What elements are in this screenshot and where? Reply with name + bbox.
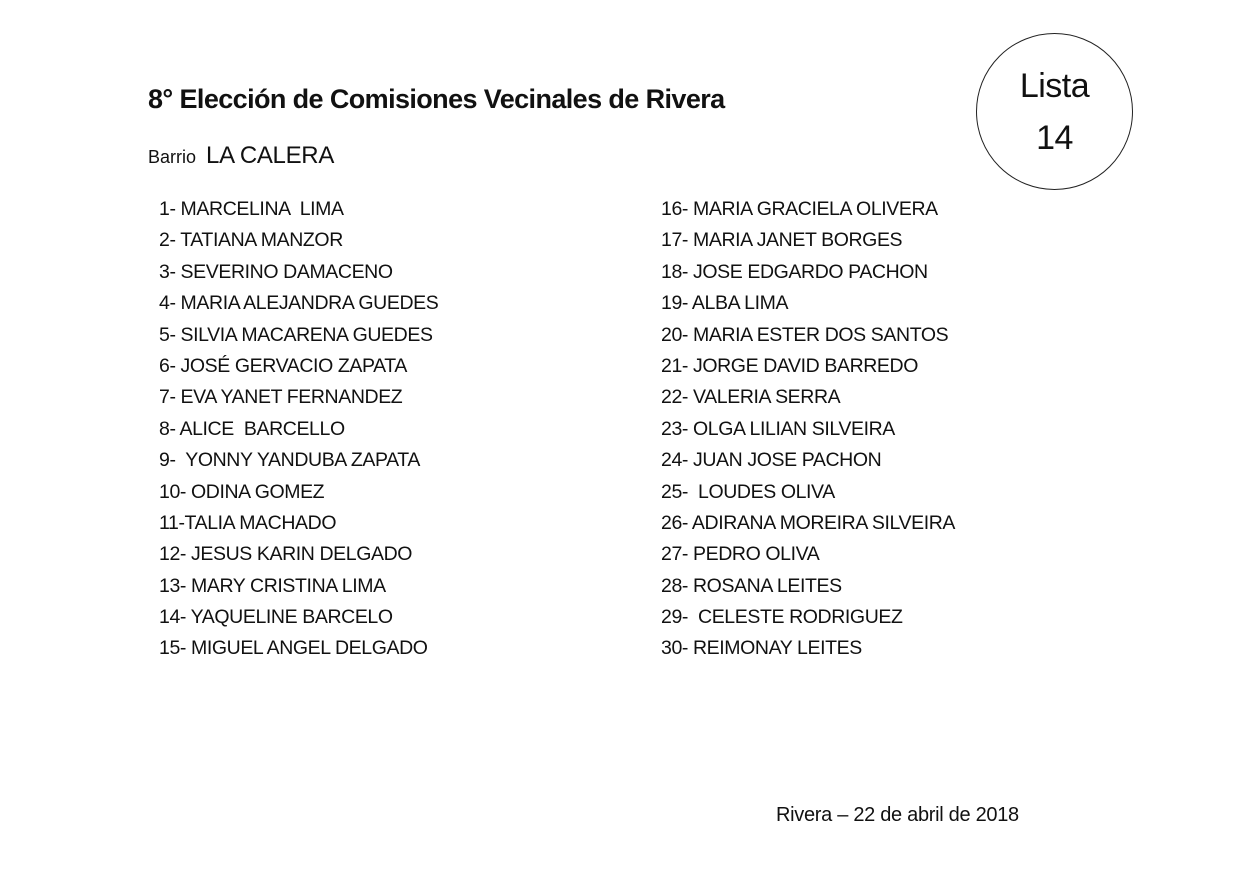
candidate-list-right <box>661 196 955 667</box>
candidate-item: 5- SILVIA MACARENA GUEDES <box>159 323 433 346</box>
candidate-item: 18- JOSE EDGARDO PACHON <box>661 260 928 283</box>
candidate-item: 30- REIMONAY LEITES <box>661 637 862 660</box>
candidate-item: 17- MARIA JANET BORGES <box>661 229 903 252</box>
candidate-item: 20- MARIA ESTER DOS SANTOS <box>661 323 949 346</box>
candidate-item: 14- YAQUELINE BARCELO <box>159 606 393 629</box>
candidate-item: 25- LOUDES OLIVA <box>661 480 835 503</box>
place-date: Rivera – 22 de abril de 2018 <box>776 804 1019 826</box>
barrio-label: Barrio <box>148 147 197 167</box>
badge-number: 14 <box>1036 118 1073 157</box>
candidate-item: 7- EVA YANET FERNANDEZ <box>159 386 403 409</box>
candidate-item: 15- MIGUEL ANGEL DELGADO <box>159 637 428 660</box>
candidate-item: 11-TALIA MACHADO <box>159 511 337 534</box>
candidate-item: 6- JOSÉ GERVACIO ZAPATA <box>159 354 407 377</box>
candidate-item: 22- VALERIA SERRA <box>661 386 841 409</box>
candidate-list-left <box>159 196 438 667</box>
barrio-name: LA CALERA <box>206 142 335 169</box>
candidate-item: 16- MARIA GRACIELA OLIVERA <box>661 198 938 220</box>
candidate-item: 19- ALBA LIMA <box>661 292 789 315</box>
candidate-item: 13- MARY CRISTINA LIMA <box>159 574 386 597</box>
candidate-item: 29- CELESTE RODRIGUEZ <box>661 606 903 629</box>
candidate-item: 10- ODINA GOMEZ <box>159 480 325 503</box>
document-title: 8° Elección de Comisiones Vecinales de Rivera <box>148 84 725 114</box>
candidate-item: 8- ALICE BARCELLO <box>159 417 345 440</box>
badge-label: Lista <box>1019 66 1090 105</box>
candidate-item: 12- JESUS KARIN DELGADO <box>159 543 413 566</box>
candidate-item: 1- MARCELINA LIMA <box>159 198 344 220</box>
candidate-item: 27- PEDRO OLIVA <box>661 543 820 566</box>
candidate-item: 26- ADIRANA MOREIRA SILVEIRA <box>661 511 956 534</box>
barrio-line <box>148 142 334 170</box>
candidate-item: 28- ROSANA LEITES <box>661 574 842 597</box>
list-number-badge <box>976 33 1133 190</box>
candidate-item: 2- TATIANA MANZOR <box>159 229 343 252</box>
candidate-item: 9- YONNY YANDUBA ZAPATA <box>159 449 420 472</box>
candidate-item: 4- MARIA ALEJANDRA GUEDES <box>159 292 439 315</box>
candidate-item: 24- JUAN JOSE PACHON <box>661 449 882 472</box>
candidate-item: 23- OLGA LILIAN SILVEIRA <box>661 417 895 440</box>
candidate-item: 21- JORGE DAVID BARREDO <box>661 354 918 377</box>
candidate-item: 3- SEVERINO DAMACENO <box>159 260 393 283</box>
